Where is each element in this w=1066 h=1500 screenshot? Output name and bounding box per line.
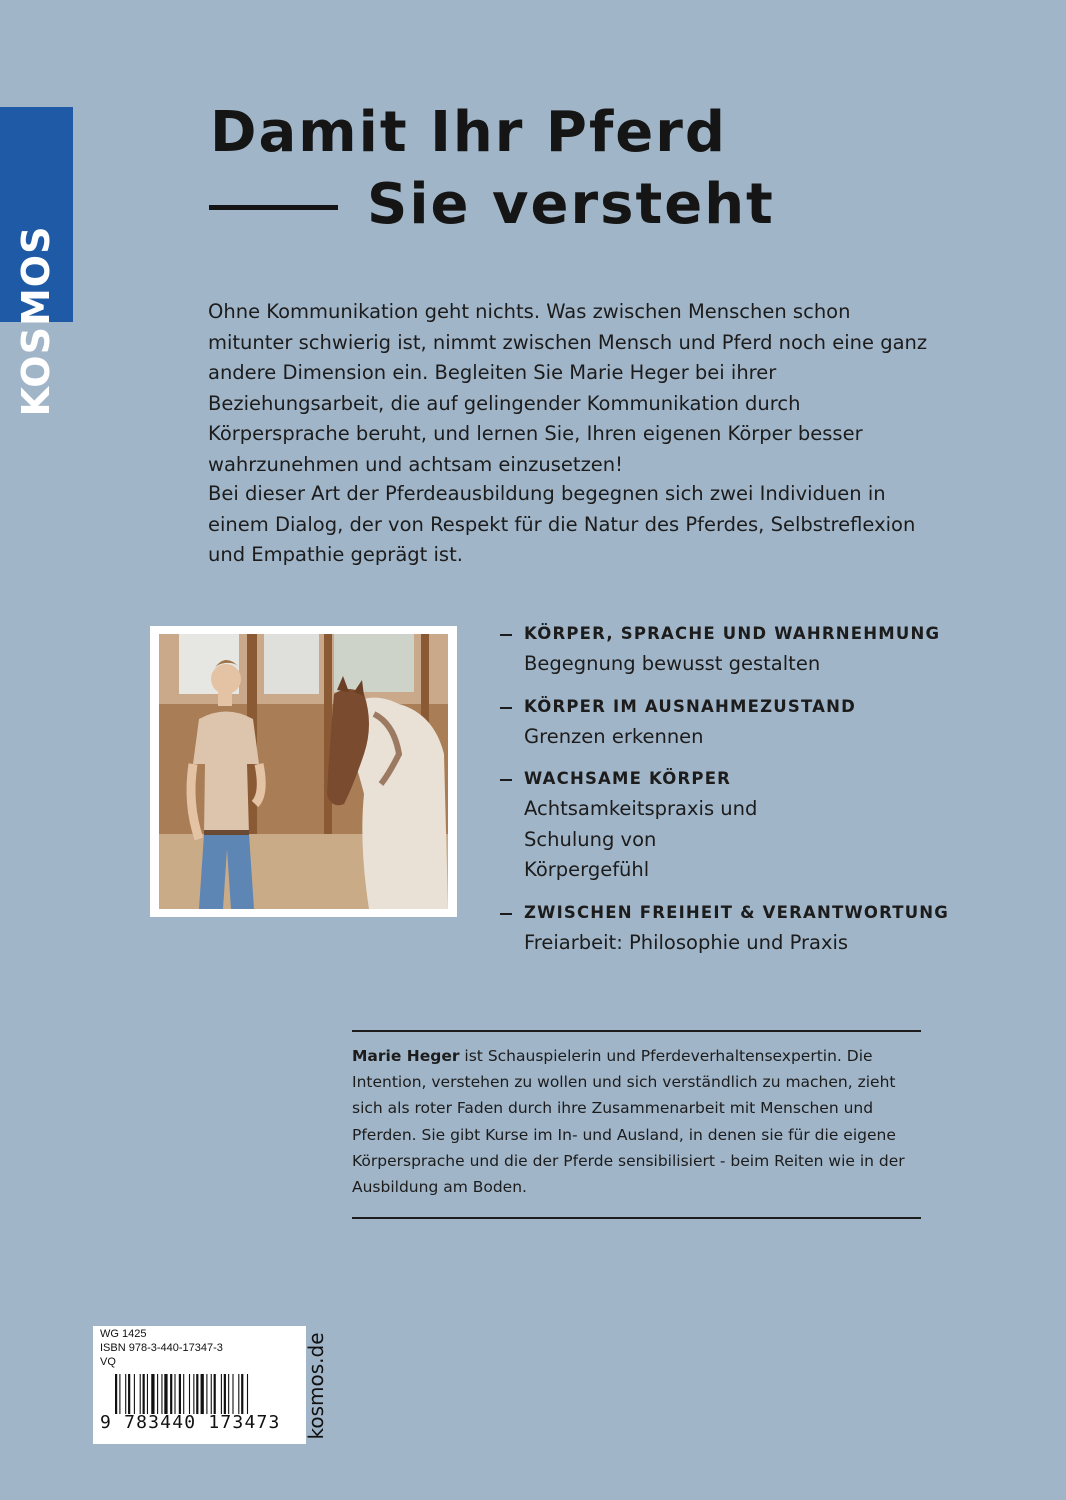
feature-list — [498, 619, 958, 958]
author-bio-text: ist Schauspielerin und Pferdeverhaltensexpertin. Die Intention, verstehen zu wollen und sich verständlich zu machen, zieht sich als roter Faden durch ihre Zusammenarbeit mit Menschen und Pferden. Sie gibt Kurse im In- und Ausland, in denen sie für die eigene Körpersprache und die der Pferde sensibilisiert - beim Reiten wie in der Ausbildung am Boden. — [352, 1047, 905, 1197]
feature-item — [498, 898, 958, 959]
publisher-logo-text: KOSMOS — [14, 225, 58, 417]
feature-heading: KÖRPER, SPRACHE UND WAHRNEHMUNG — [524, 624, 941, 643]
barcode-isbn: ISBN 978-3-440-17347-3 — [100, 1342, 223, 1354]
feature-subtitle: Freiarbeit: Philosophie und Praxis — [524, 930, 849, 954]
feature-heading: KÖRPER IM AUSNAHMEZUSTAND — [524, 696, 857, 716]
publisher-website: kosmos.de — [304, 1332, 328, 1440]
feature-dash — [500, 707, 512, 709]
barcode-number: 9 783440 173473 — [100, 1412, 281, 1433]
title-line-2: Sie versteht — [367, 172, 775, 237]
feature-dash — [500, 779, 512, 781]
feature-subtitle: Achtsamkeitspraxis und Schulung von Körpergefühl — [524, 797, 758, 881]
feature-subtitle: Grenzen erkennen — [524, 724, 704, 748]
feature-item — [498, 764, 958, 886]
feature-item — [498, 619, 958, 680]
title-line-1: Damit Ihr Pferd — [210, 100, 727, 165]
barcode-panel — [93, 1326, 306, 1444]
author-bio — [352, 1043, 920, 1200]
author-photo-frame — [150, 626, 457, 917]
feature-heading: ZWISCHEN FREIHEIT & VERANTWORTUNG — [524, 902, 950, 922]
bio-top-rule — [352, 1030, 921, 1032]
author-with-horse-photo — [159, 634, 448, 909]
feature-subtitle: Begegnung bewusst gestalten — [524, 652, 821, 675]
barcode-graphic — [115, 1374, 295, 1414]
barcode-code: VQ — [100, 1356, 116, 1368]
title-dash — [209, 205, 338, 210]
barcode-wg: WG 1425 — [100, 1328, 147, 1340]
publisher-logo — [0, 107, 73, 417]
feature-heading: WACHSAME KÖRPER — [524, 769, 732, 788]
feature-item — [498, 692, 958, 753]
intro-paragraph-2: Bei dieser Art der Pferdeausbildung begegnen sich zwei Individuen in einem Dialog, der von Respekt für die Natur des Pferdes, Selbstreflexion und Empathie geprägt ist. — [208, 482, 916, 566]
bio-bottom-rule — [352, 1217, 921, 1219]
author-name: Marie Heger — [352, 1047, 460, 1065]
feature-dash — [500, 913, 512, 915]
feature-dash — [500, 634, 512, 636]
intro-paragraph-1: Ohne Kommunikation geht nichts. Was zwischen Menschen schon mitunter schwierig ist, nimmt zwischen Mensch und Pferd noch eine ganz andere Dimension ein. Begleiten Sie Marie Heger bei ihrer Beziehungsarbeit, die auf gelingender Kommunikation durch Körpersprache beruht, und lernen Sie, Ihren eigenen Körper besser wahrzunehmen und achtsam einzusetzen! — [208, 300, 928, 476]
